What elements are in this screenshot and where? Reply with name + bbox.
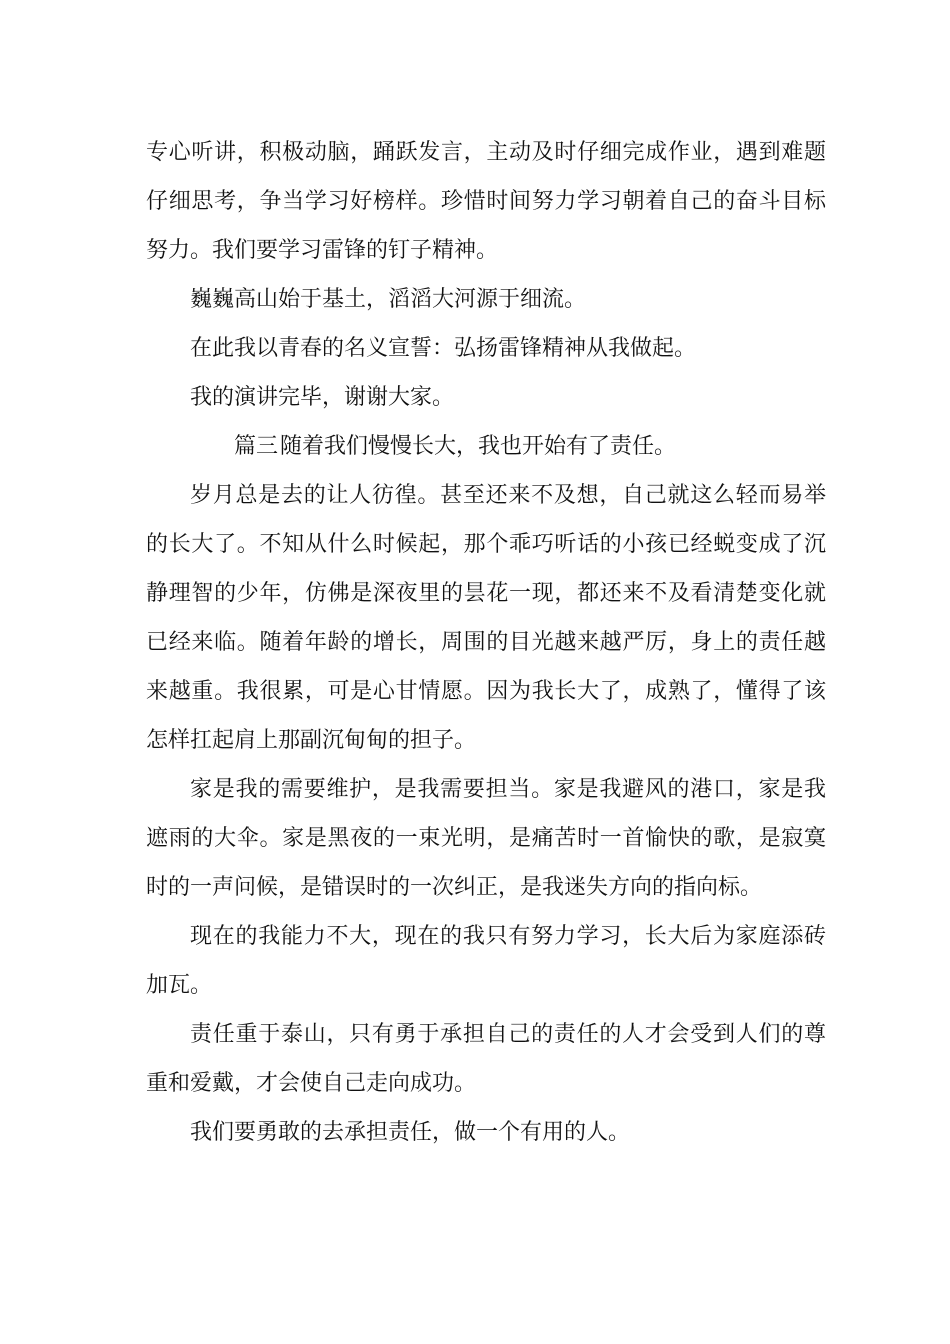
paragraph-responsibility: 责任重于泰山，只有勇于承担自己的责任的人才会受到人们的尊重和爱戴，才会使自己走向成功。 — [146, 1022, 826, 1096]
paragraph-current-ability: 现在的我能力不大，现在的我只有努力学习，长大后为家庭添砖加瓦。 — [146, 924, 826, 998]
document-body — [146, 128, 826, 1157]
paragraph-youth-oath: 在此我以青春的名义宣誓：弘扬雷锋精神从我做起。 — [190, 336, 697, 361]
paragraph-mountains-rivers: 巍巍高山始于基土，滔滔大河源于细流。 — [190, 287, 587, 312]
paragraph-family: 家是我的需要维护，是我需要担当。家是我避风的港口，家是我遮雨的大伞。家是黑夜的一束光明，是痛苦时一首愉快的歌，是寂寞时的一声问候，是错误时的一次纠正，是我迷失方向的指向标。 — [146, 777, 826, 900]
section-label: 篇三 — [234, 434, 279, 459]
paragraph-study-habits: 专心听讲，积极动脑，踊跃发言，主动及时仔细完成作业，遇到难题仔细思考，争当学习好榜样。珍惜时间努力学习朝着自己的奋斗目标努力。我们要学习雷锋的钉子精神。 — [146, 140, 826, 263]
paragraph-closing-thanks: 我的演讲完毕，谢谢大家。 — [190, 385, 455, 410]
section-first-line: 随着我们慢慢长大，我也开始有了责任。 — [280, 434, 677, 459]
paragraph-growing-up: 岁月总是去的让人彷徨。甚至还来不及想，自己就这么轻而易举的长大了。不知从什么时候起，那个乖巧听话的小孩已经蜕变成了沉静理智的少年，仿佛是深夜里的昙花一现，都还来不及看清楚变化就已经来临。随着年龄的增长，周围的目光越来越严厉，身上的责任越来越重。我很累，可是心甘情愿。因为我长大了，成熟了，懂得了该怎样扛起肩上那副沉甸甸的担子。 — [146, 483, 826, 753]
section-heading — [146, 422, 826, 471]
paragraph-conclusion: 我们要勇敢的去承担责任，做一个有用的人。 — [190, 1120, 631, 1145]
